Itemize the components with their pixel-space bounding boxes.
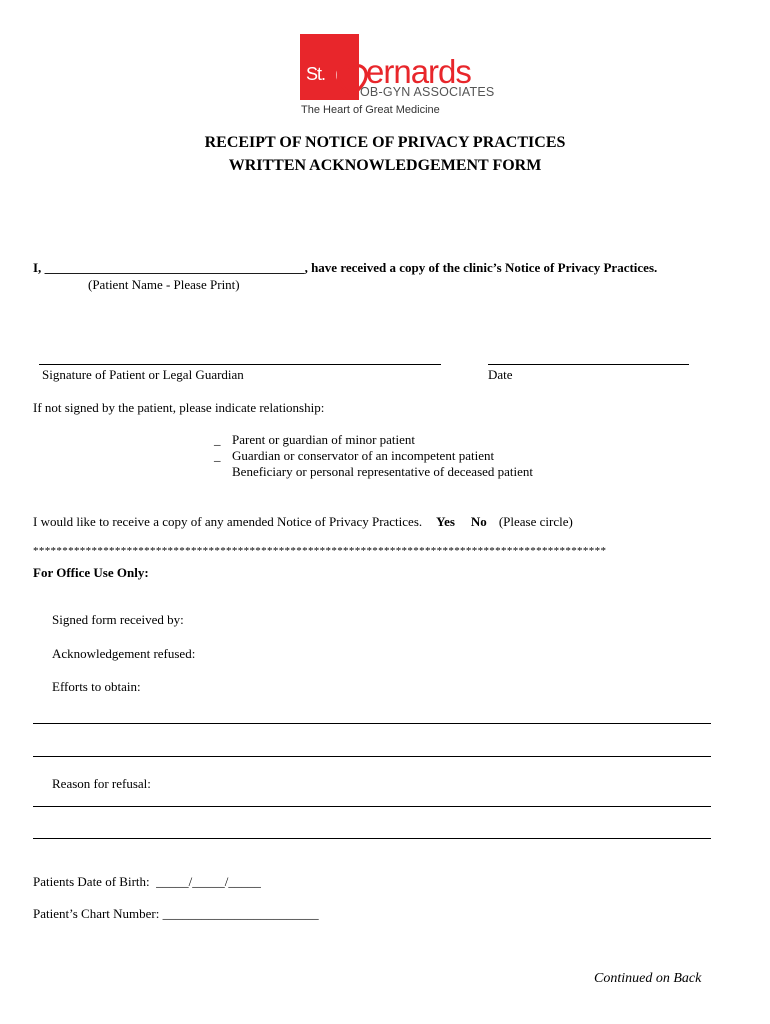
relationship-option-label: Guardian or conservator of an incompetent patient bbox=[232, 448, 495, 463]
efforts-line-1[interactable] bbox=[33, 723, 711, 724]
continued-on-back: Continued on Back bbox=[594, 971, 702, 986]
office-use-heading: For Office Use Only: bbox=[33, 565, 149, 580]
acknowledgement-refused-label: Acknowledgement refused: bbox=[52, 646, 196, 661]
relationship-option-label: Parent or guardian of minor patient bbox=[232, 432, 416, 447]
acknowledgement-statement bbox=[33, 260, 657, 276]
date-of-birth-row bbox=[33, 874, 261, 890]
date-field[interactable] bbox=[488, 364, 689, 365]
relationship-option-guardian[interactable] bbox=[214, 448, 494, 464]
chart-number-label: Patient’s Chart Number: bbox=[33, 906, 160, 921]
ack-suffix: , have received a copy of the clinic’s Notice of Privacy Practices. bbox=[304, 260, 658, 275]
logo-st-text: St. bbox=[306, 64, 326, 84]
circle-note: (Please circle) bbox=[498, 514, 573, 529]
signature-field[interactable] bbox=[39, 364, 441, 365]
logo-name: ernards bbox=[366, 53, 471, 90]
logo-tagline: The Heart of Great Medicine bbox=[301, 104, 440, 116]
relationship-option-parent[interactable] bbox=[214, 432, 415, 448]
signed-form-received-label: Signed form received by: bbox=[52, 612, 184, 627]
chart-number-row bbox=[33, 906, 319, 922]
asterisk-divider: ************************************************************************************************** bbox=[33, 545, 607, 557]
st-bernards-logo bbox=[300, 34, 530, 118]
checkbox-mark: _ bbox=[214, 448, 221, 463]
efforts-line-2[interactable] bbox=[33, 756, 711, 757]
patient-name-caption: (Patient Name - Please Print) bbox=[88, 277, 240, 292]
no-option[interactable]: No bbox=[470, 514, 487, 529]
dob-field[interactable]: _____/_____/_____ bbox=[156, 874, 261, 889]
reason-line-1[interactable] bbox=[33, 806, 711, 807]
efforts-to-obtain-label: Efforts to obtain: bbox=[52, 679, 141, 694]
amended-notice-text: I would like to receive a copy of any amended Notice of Privacy Practices. bbox=[33, 514, 423, 529]
dob-label: Patients Date of Birth: bbox=[33, 874, 150, 889]
yes-option[interactable]: Yes bbox=[436, 514, 455, 529]
ack-prefix: I, bbox=[33, 260, 45, 275]
relationship-option-label: Beneficiary or personal representative of deceased patient bbox=[232, 464, 534, 479]
checkbox-mark: _ bbox=[214, 432, 221, 447]
amended-notice-row bbox=[33, 514, 573, 530]
form-title-line2: WRITTEN ACKNOWLEDGEMENT FORM bbox=[228, 157, 542, 174]
patient-name-field[interactable]: ________________________________________ bbox=[44, 260, 305, 275]
relationship-prompt: If not signed by the patient, please indicate relationship: bbox=[33, 400, 325, 415]
chart-number-field[interactable]: ________________________ bbox=[162, 906, 319, 921]
reason-for-refusal-label: Reason for refusal: bbox=[52, 776, 151, 791]
date-caption: Date bbox=[488, 367, 513, 382]
logo-subtitle: OB-GYN ASSOCIATES bbox=[360, 85, 495, 99]
form-title-line1: RECEIPT OF NOTICE OF PRIVACY PRACTICES bbox=[204, 134, 566, 151]
relationship-option-beneficiary[interactable] bbox=[214, 464, 533, 480]
reason-line-2[interactable] bbox=[33, 838, 711, 839]
signature-caption: Signature of Patient or Legal Guardian bbox=[42, 367, 244, 382]
